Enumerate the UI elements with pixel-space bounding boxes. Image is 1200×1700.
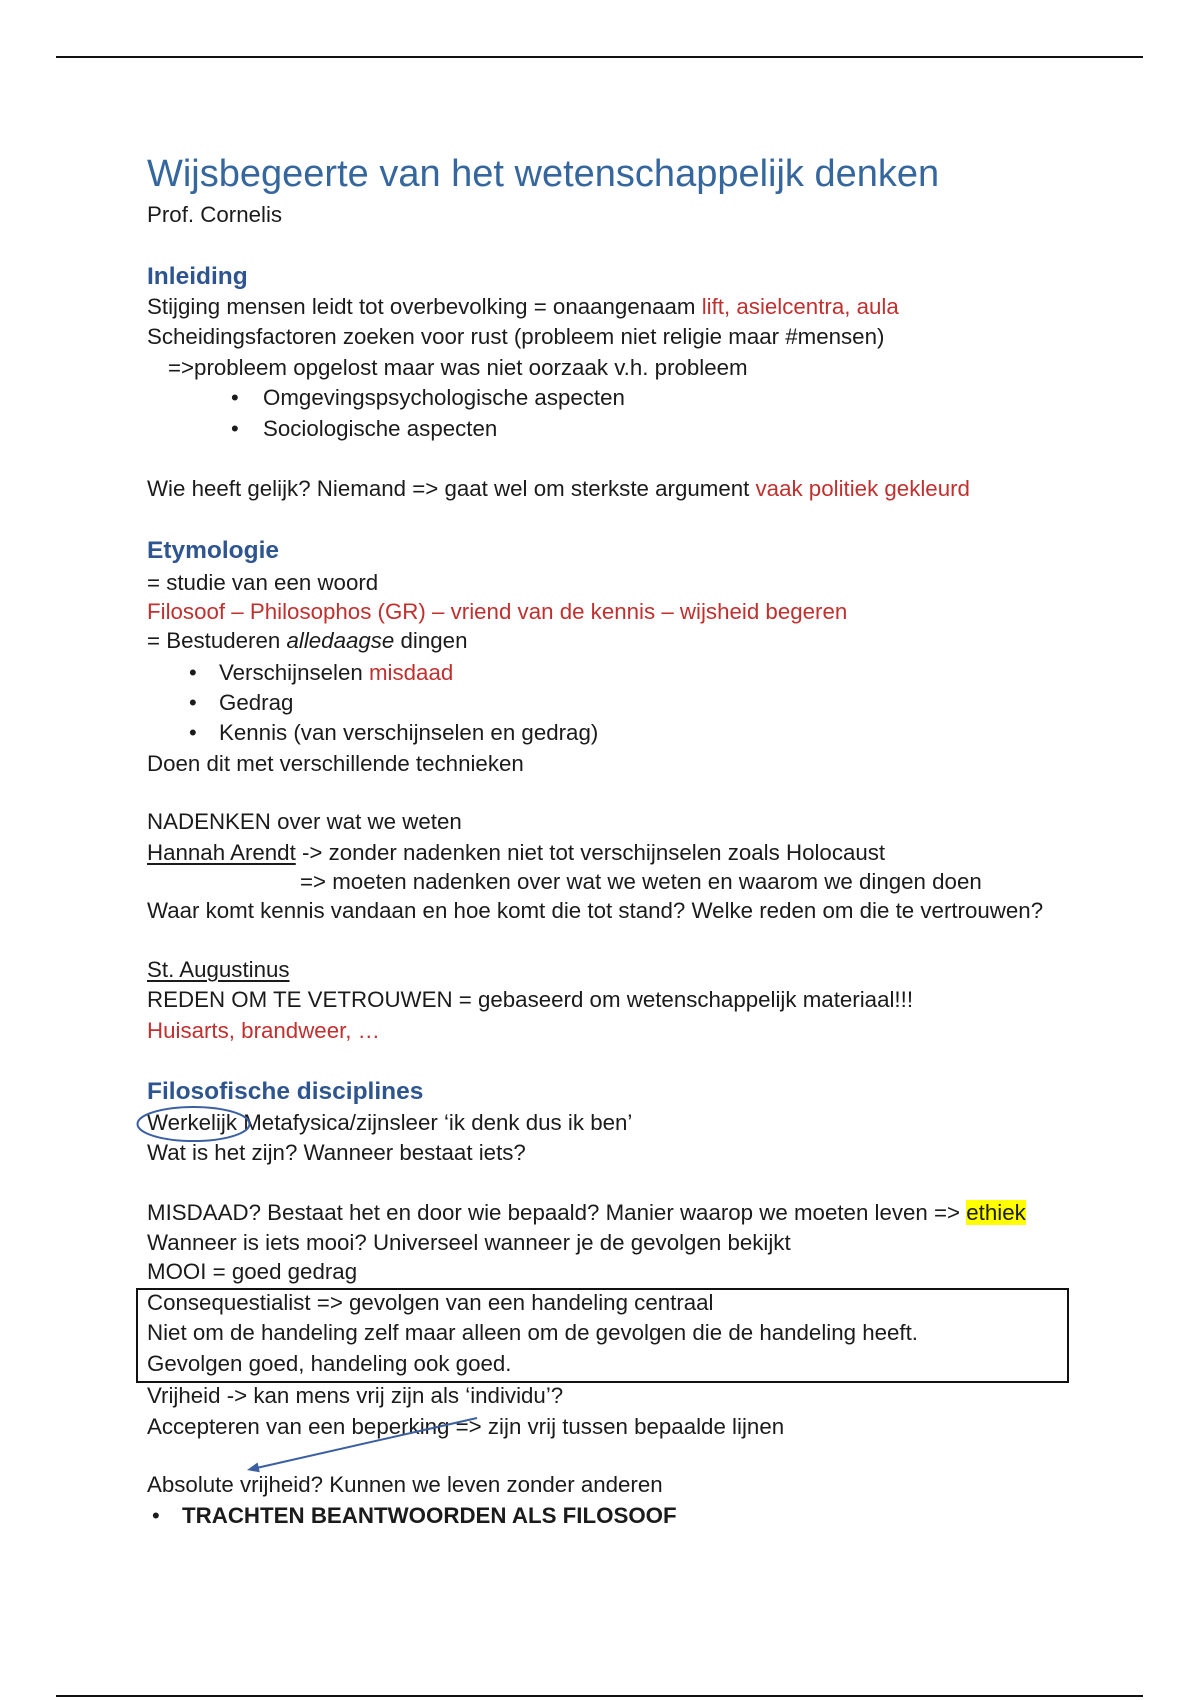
footer-rule xyxy=(56,1695,1143,1697)
arrowhead-icon xyxy=(247,1463,260,1473)
bullet-icon xyxy=(152,1501,182,1531)
list-item xyxy=(189,688,293,718)
heading-disciplines: Filosofische disciplines xyxy=(147,1078,424,1105)
absolute-line: Absolute vrijheid? Kunnen we leven zonder anderen xyxy=(147,1472,663,1497)
line-text: -> zonder nadenken niet tot verschijnselen zoals Holocaust xyxy=(295,840,886,865)
list-item-text: Sociologische aspecten xyxy=(263,416,498,441)
highlighted-word: ethiek xyxy=(966,1200,1026,1225)
arendt-follow-line: => moeten nadenken over wat we weten en waarom we dingen doen xyxy=(300,869,982,894)
line-text: Stijging mensen leidt tot overbevolking = onaangenaam xyxy=(147,294,702,319)
list-item xyxy=(231,383,625,413)
arendt-line xyxy=(147,838,885,868)
etymologie-definition: = studie van een woord xyxy=(147,570,379,595)
document-author: Prof. Cornelis xyxy=(147,202,283,227)
list-item xyxy=(231,414,497,444)
heading-etymologie: Etymologie xyxy=(147,537,280,564)
bullet-icon xyxy=(189,718,219,748)
circle-annotation xyxy=(130,1100,260,1150)
document-title: Wijsbegeerte van het wetenschappelijk denken xyxy=(147,153,940,195)
zijn-line: Wat is het zijn? Wanneer bestaat iets? xyxy=(147,1140,526,1165)
list-item-text: TRACHTEN BEANTWOORDEN ALS FILOSOOF xyxy=(182,1503,677,1528)
vrijheid-line: Vrijheid -> kan mens vrij zijn als ‘individu’? xyxy=(147,1383,564,1408)
bullet-icon xyxy=(231,414,263,444)
inleiding-line-4 xyxy=(147,474,970,504)
mooi-question-line: Wanneer is iets mooi? Universeel wanneer je de gevolgen bekijkt xyxy=(147,1230,791,1255)
etymologie-origin: Filosoof – Philosophos (GR) – vriend van de kennis – wijsheid begeren xyxy=(147,599,848,624)
list-item-text: Kennis (van verschijnselen en gedrag) xyxy=(219,720,599,745)
inleiding-line-1 xyxy=(147,292,899,322)
line-text: Wie heeft gelijk? Niemand => gaat wel om sterkste argument xyxy=(147,476,756,501)
arendt-name: Hannah Arendt xyxy=(147,840,296,865)
inleiding-line-2: Scheidingsfactoren zoeken voor rust (probleem niet religie maar #mensen) xyxy=(147,324,885,349)
list-item xyxy=(189,658,453,688)
list-item-text: Verschijnselen xyxy=(219,660,369,685)
list-item-text: Gedrag xyxy=(219,690,294,715)
misdaad-line xyxy=(147,1198,1026,1228)
line-text: dingen xyxy=(394,628,468,653)
red-annotation: vaak politiek gekleurd xyxy=(755,476,970,501)
arrow-line xyxy=(252,1418,477,1469)
list-item-text: Omgevingspsychologische aspecten xyxy=(263,385,625,410)
line-text: MISDAAD? Bestaat het en door wie bepaald? Manier waarop we moeten leven => xyxy=(147,1200,967,1225)
nadenken-line: NADENKEN over wat we weten xyxy=(147,809,462,834)
bullet-icon xyxy=(189,688,219,718)
textbox-line: Niet om de handeling zelf maar alleen om de gevolgen die de handeling heeft. xyxy=(147,1320,919,1345)
augustinus-name: St. Augustinus xyxy=(147,957,290,982)
mooi-line: MOOI = goed gedrag xyxy=(147,1259,358,1284)
textbox-line: Gevolgen goed, handeling ook goed. xyxy=(147,1351,512,1376)
arrow-annotation xyxy=(230,1405,490,1480)
red-annotation: misdaad xyxy=(368,660,454,685)
list-item xyxy=(189,718,598,748)
circled-word: Werkelijk xyxy=(147,1110,238,1135)
bullet-icon xyxy=(189,658,219,688)
italic-text: alledaagse xyxy=(286,628,395,653)
heading-inleiding: Inleiding xyxy=(147,263,248,290)
etymologie-study xyxy=(147,626,467,656)
textbox-line: Consequestialist => gevolgen van een handeling centraal xyxy=(147,1290,714,1315)
list-item xyxy=(152,1501,677,1531)
etymologie-techniques: Doen dit met verschillende technieken xyxy=(147,751,524,776)
line-text: = Bestuderen xyxy=(147,628,287,653)
trust-line: REDEN OM TE VETROUWEN = gebaseerd om wetenschappelijk materiaal!!! xyxy=(147,987,914,1012)
question-line: Waar komt kennis vandaan en hoe komt die tot stand? Welke reden om die te vertrouwen? xyxy=(147,898,1044,923)
bullet-icon xyxy=(231,383,263,413)
red-annotation: lift, asielcentra, aula xyxy=(701,294,899,319)
header-rule xyxy=(56,56,1143,58)
circle-mark xyxy=(138,1107,250,1141)
inleiding-line-3: =>probleem opgelost maar was niet oorzaak v.h. probleem xyxy=(168,355,748,380)
line-text: Metafysica/zijnsleer ‘ik denk dus ik ben’ xyxy=(237,1110,633,1135)
examples-line: Huisarts, brandweer, … xyxy=(147,1018,380,1043)
beperking-line: Accepteren van een beperking => zijn vrij tussen bepaalde lijnen xyxy=(147,1414,785,1439)
